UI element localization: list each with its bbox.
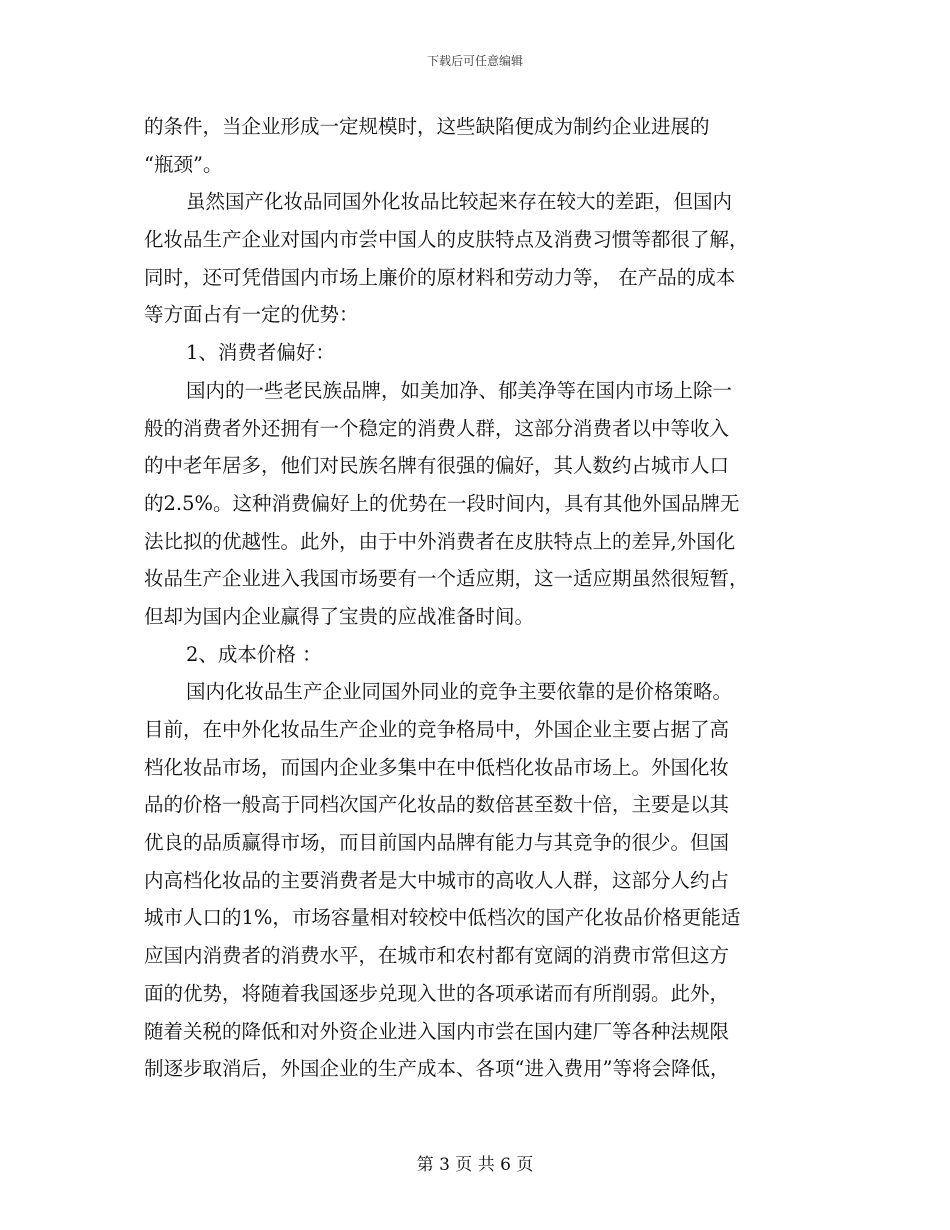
page-number-footer: 第 3 页 共 6 页 <box>416 1155 534 1175</box>
text-line: 内高档化妆品的主要消费者是大中城市的高收人人群，这部分人约占 <box>144 868 730 892</box>
text-line: 制逐步取消后，外国企业的生产成本、各项“进入费用”等将会降低， <box>144 1057 730 1081</box>
text-line: 国内化妆品生产企业同国外同业的竞争主要依靠的是价格策略。 <box>186 680 733 704</box>
body-text <box>144 108 814 1088</box>
text-line: 品的价格一般高于同档次国产化妆品的数倍甚至数十倍，主要是以其 <box>144 793 730 817</box>
text-line: 虽然国产化妆品同国外化妆品比较起来存在较大的差距，但国内 <box>186 190 733 214</box>
text-line: 同时，还可凭借国内市场上廉价的原材料和劳动力等， 在产品的成本 <box>144 265 736 289</box>
text-line: 等方面占有一定的优势： <box>144 303 359 327</box>
text-line: 妆品生产企业进入我国市场要有一个适应期，这一适应期虽然很短暂， <box>144 567 749 591</box>
text-line: 优良的品质赢得市场，而目前国内品牌有能力与其竞争的很少。但国 <box>144 831 730 855</box>
text-line: “瓶颈”。 <box>144 152 223 176</box>
text-line: 但却为国内企业赢得了宝贵的应战准备时间。 <box>144 604 535 628</box>
text-line: 目前，在中外化妆品生产企业的竞争格局中，外国企业主要占据了高 <box>144 718 730 741</box>
text-line: 国内的一些老民族品牌，如美加净、郁美净等在国内市场上除一 <box>186 378 733 402</box>
text-line: 法比拟的优越性。此外，由于中外消费者在皮肤特点上的差异,外国化 <box>144 529 736 553</box>
text-line: 档化妆品市场，而国内企业多集中在中低档化妆品市场上。外国化妆 <box>144 755 730 779</box>
text-line: 随着关税的降低和对外资企业进入国内市尝在国内建厂等各种法规限 <box>144 1019 730 1043</box>
section-heading: 1、消费者偏好： <box>186 341 335 365</box>
text-line: 化妆品生产企业对国内市尝中国人的皮肤特点及消费习惯等都很了解， <box>144 228 749 252</box>
text-line: 应国内消费者的消费水平，在城市和农村都有宽阔的消费市常但这方 <box>144 944 730 968</box>
text-line: 面的优势，将随着我国逐步兑现入世的各项承诺而有所削弱。此外， <box>144 981 730 1005</box>
text-line: 般的消费者外还拥有一个稳定的消费人群，这部分消费者以中等收入 <box>144 416 730 440</box>
text-line: 的中老年居多，他们对民族名牌有很强的偏好，其人数约占城市人口 <box>144 454 730 478</box>
text-line: 城市人口的1%，市场容量相对较校中低档次的国产化妆品价格更能适 <box>144 906 741 930</box>
section-heading: 2、成本价格 ： <box>186 642 322 666</box>
page-header: 下载后可任意编辑 <box>426 54 523 68</box>
text-line: 的条件，当企业形成一定规模时，这些缺陷便成为制约企业进展的 <box>144 115 710 138</box>
text-line: 的2.5%。这种消费偏好上的优势在一段时间内，具有其他外国品牌无 <box>144 491 740 515</box>
